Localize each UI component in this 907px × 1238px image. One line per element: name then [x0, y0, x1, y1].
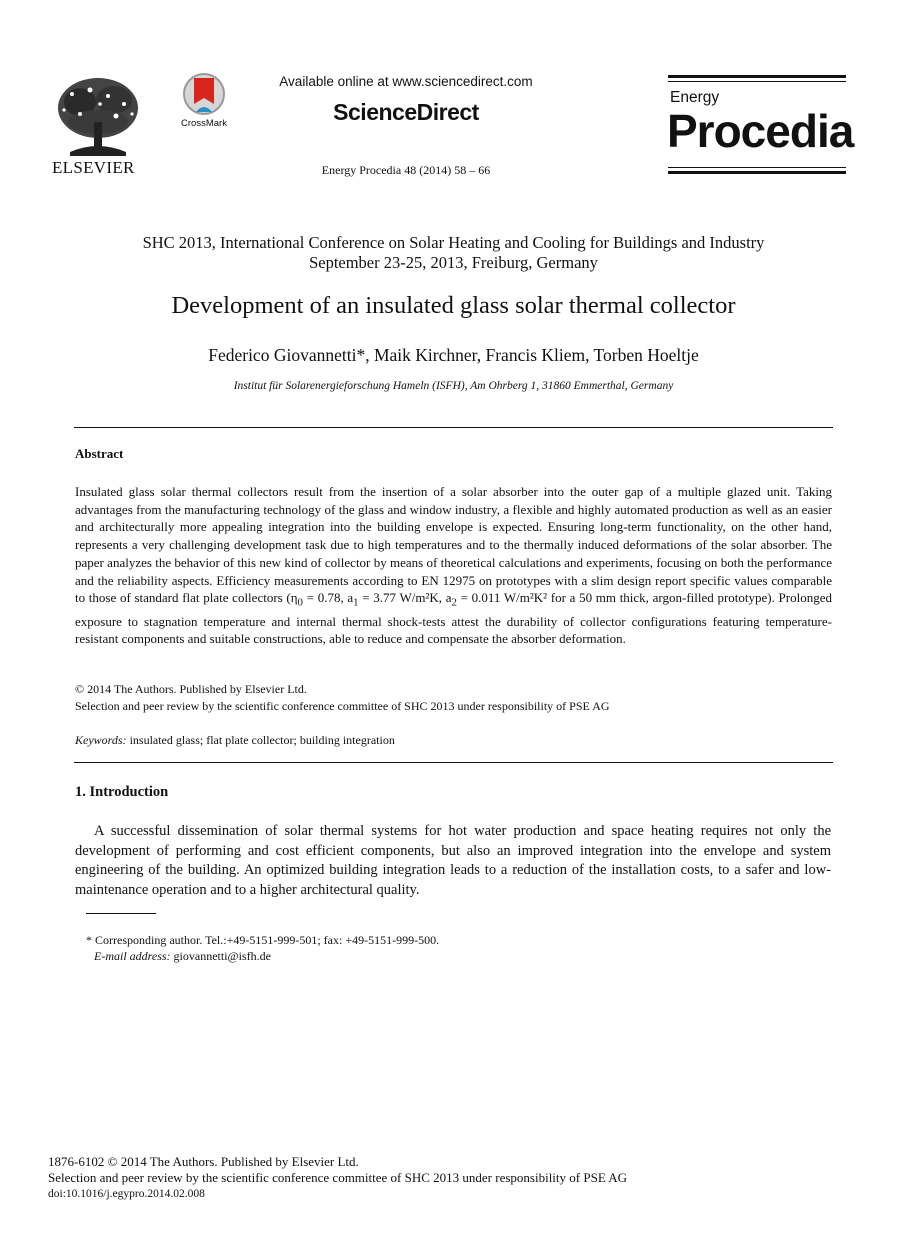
journal-citation: Energy Procedia 48 (2014) 58 – 66 [321, 163, 491, 177]
keywords-label: Keywords: [75, 733, 127, 747]
footer-peer-review: Selection and peer review by the scientific conference committee of SHC 2013 under responsibility of PSE AG [48, 1170, 628, 1185]
paper-title: Development of an insulated glass solar thermal collector [171, 292, 736, 319]
journal-logo-rule-top [668, 75, 846, 78]
abstract-text: Insulated glass solar thermal collectors result from the insertion of a solar absorber into the outer gap of a multiple glazed unit. Taking advantages from the manufacturing technology of the glass and window industry, a flexible and highly automated production as well as an easier and architecturally more appealing integration into the building envelope is expected. Ensuring long-term functionality, on the other hand, represents a very challenging development task due to high temperatures and to the thermally induced deformations of the solar absorber. The paper analyzes the behavior of this new kind of collector by means of theoretical calculations and experiments, focusing on both the performance and the reliability aspects. Efficiency measurements according to EN 12975 on prototypes with a slim design report specific values comparable to those of standard flat plate collectors ($\eta_0 = 0.78$, $a_1 = 3.77$ W/m²K, $a_2 = 0.011$ W/m²K² for a 50 mm thick, argon-filled prototype). Prolonged exposure to stagnation temperature and internal thermal shock-tests attest the durability of collector configurations featuring temperature-resistant components and suitable constructions, able to reduce and compensate the absorber deformation. [75, 484, 832, 647]
journal-logo-rule-bottom-thin [668, 167, 846, 168]
author-list: Federico Giovannetti*, Maik Kirchner, Francis Kliem, Torben Hoeltje [208, 345, 699, 365]
email-link[interactable]: giovannetti@isfh.de [170, 949, 271, 963]
journal-logo-rule-bottom [668, 171, 846, 174]
peer-review-notice: Selection and peer review by the scientific conference committee of SHC 2013 under responsibility of PSE AG [75, 699, 610, 713]
footer-issn-copyright: 1876-6102 © 2014 The Authors. Published by Elsevier Ltd. [48, 1154, 359, 1169]
copyright-notice: © 2014 The Authors. Published by Elsevier Ltd. [75, 682, 307, 696]
footnote-rule [86, 913, 156, 914]
crossmark-label: CrossMark [181, 118, 227, 129]
abstract-top-rule [74, 427, 833, 428]
abstract-bottom-rule [74, 762, 833, 763]
available-online-text: Available online at www.sciencedirect.com [279, 74, 533, 89]
journal-logo-procedia: Procedia [667, 105, 854, 157]
conference-date-location: September 23-25, 2013, Freiburg, Germany [309, 253, 598, 272]
sciencedirect-wordmark[interactable]: ScienceDirect [333, 99, 479, 125]
author-affiliation: Institut für Solarenergieforschung Hameln (ISFH), Am Ohrberg 1, 31860 Emmerthal, Germany [233, 380, 674, 392]
corresponding-author-email: E-mail address: giovannetti@isfh.de [94, 949, 271, 963]
abstract-heading: Abstract [75, 446, 124, 461]
elsevier-wordmark: ELSEVIER [52, 158, 135, 177]
journal-logo-energy: Energy [670, 89, 720, 106]
keywords [75, 733, 395, 748]
footer-doi[interactable]: doi:10.1016/j.egypro.2014.02.008 [48, 1188, 205, 1200]
section-heading-introduction: 1. Introduction [75, 784, 169, 800]
journal-logo-rule-top-thin [668, 81, 846, 82]
conference-name: SHC 2013, International Conference on Solar Heating and Cooling for Buildings and Industry [142, 233, 765, 252]
introduction-paragraph: A successful dissemination of solar thermal systems for hot water production and space heating requires not only the development of performing and cost efficient components, but also an improved integration into the envelope and system engineering of the building. An optimized building integration leads to a reduction of the installation costs, to a safer and low-maintenance operation and to a higher architectural quality. [75, 823, 831, 898]
corresponding-author-footnote: * Corresponding author. Tel.:+49-5151-999-501; fax: +49-5151-999-500. [86, 933, 440, 947]
keywords-text: insulated glass; flat plate collector; building integration [126, 733, 395, 747]
